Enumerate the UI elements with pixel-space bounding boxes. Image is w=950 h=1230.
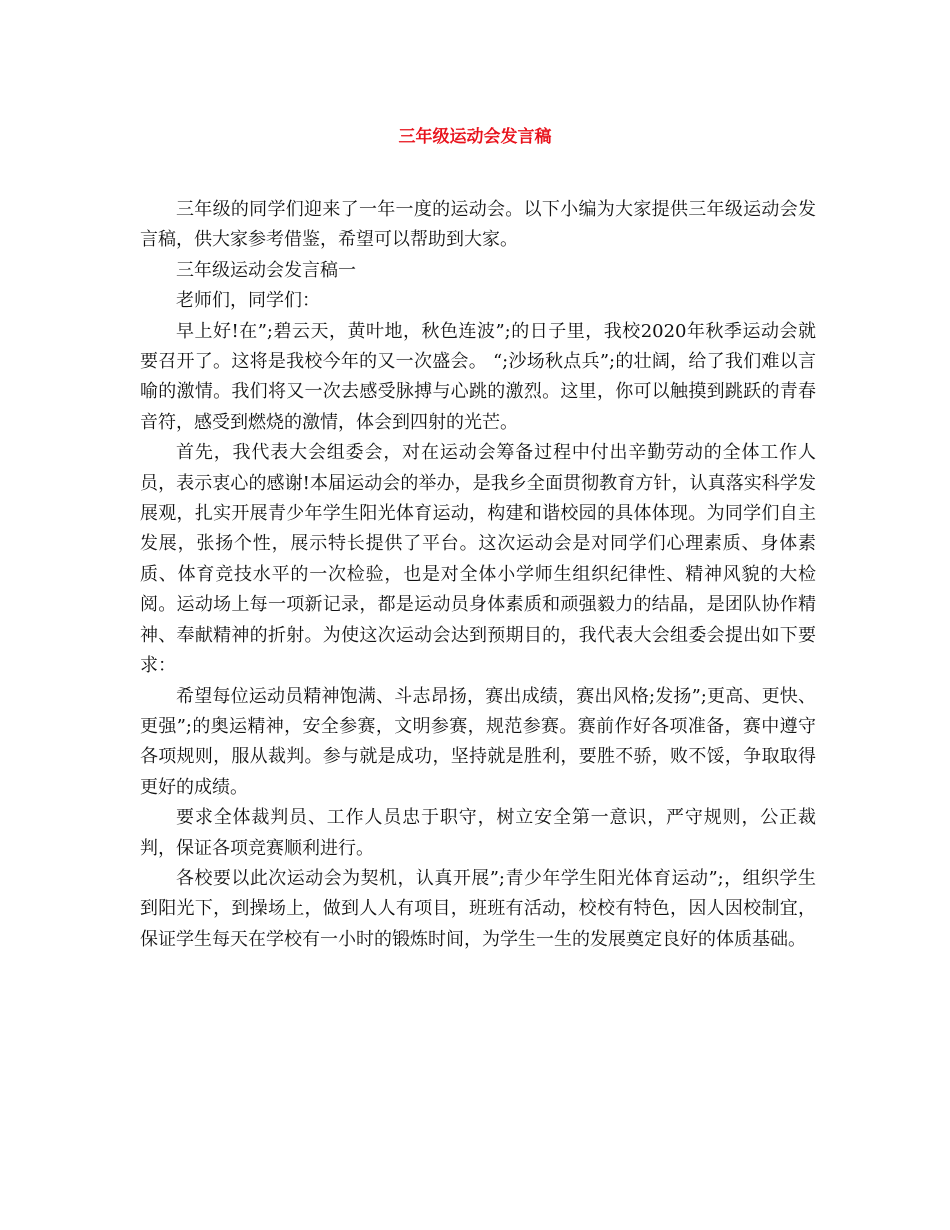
paragraph-thanks: 首先，我代表大会组委会，对在运动会筹备过程中付出辛勤劳动的全体工作人员，表示衷心的感谢!本届运动会的举办，是我乡全面贯彻教育方针，认真落实科学发展观，扎实开展青少年学生阳光体育运动，构建和谐校园的具体体现。为同学们自主发展，张扬个性，展示特长提供了平台。这次运动会是对同学们心理素质、身体素质、体育竞技水平的一次检验，也是对全体小学师生组织纪律性、精神风貌的大检阅。运动场上每一项新记录，都是运动员身体素质和顽强毅力的结晶，是团队协作精神、奉献精神的折射。为使这次运动会达到预期目的，我代表大会组委会提出如下要求：: [140, 442, 816, 677]
document-title: 三年级运动会发言稿: [398, 127, 552, 147]
document-body: [140, 195, 816, 955]
paragraph-intro: 三年级的同学们迎来了一年一度的运动会。以下小编为大家提供三年级运动会发言稿，供大家参考借鉴，希望可以帮助到大家。: [140, 199, 816, 251]
section-heading: 三年级运动会发言稿一: [176, 259, 356, 281]
paragraph-greeting: 早上好!在”;碧云天，黄叶地，秋色连波”;的日子里，我校2020年秋季运动会就要召开了。这将是我校今年的又一次盛会。 “;沙场秋点兵”;的壮阔，给了我们难以言喻的激情。我们将又一次去感受脉搏与心跳的激烈。这里，你可以触摸到跳跃的青春音符，感受到燃烧的激情，体会到四射的光芒。: [140, 320, 816, 433]
paragraph-athletes: 希望每位运动员精神饱满、斗志昂扬，赛出成绩，赛出风格;发扬”;更高、更快、更强”;的奥运精神，安全参赛，文明参赛，规范参赛。赛前作好各项准备，赛中遵守各项规则，服从裁判。参与就是成功，坚持就是胜利，要胜不骄，败不馁，争取取得更好的成绩。: [140, 685, 816, 798]
salutation: 老师们，同学们：: [176, 290, 320, 312]
paragraph-referees: 要求全体裁判员、工作人员忠于职守，树立安全第一意识，严守规则，公正裁判，保证各项竞赛顺利进行。: [140, 807, 816, 859]
paragraph-schools: 各校要以此次运动会为契机，认真开展”;青少年学生阳光体育运动”;，组织学生到阳光下，到操场上，做到人人有项目，班班有活动，校校有特色，因人因校制宜，保证学生每天在学校有一小时的锻炼时间，为学生一生的发展奠定良好的体质基础。: [140, 867, 816, 950]
